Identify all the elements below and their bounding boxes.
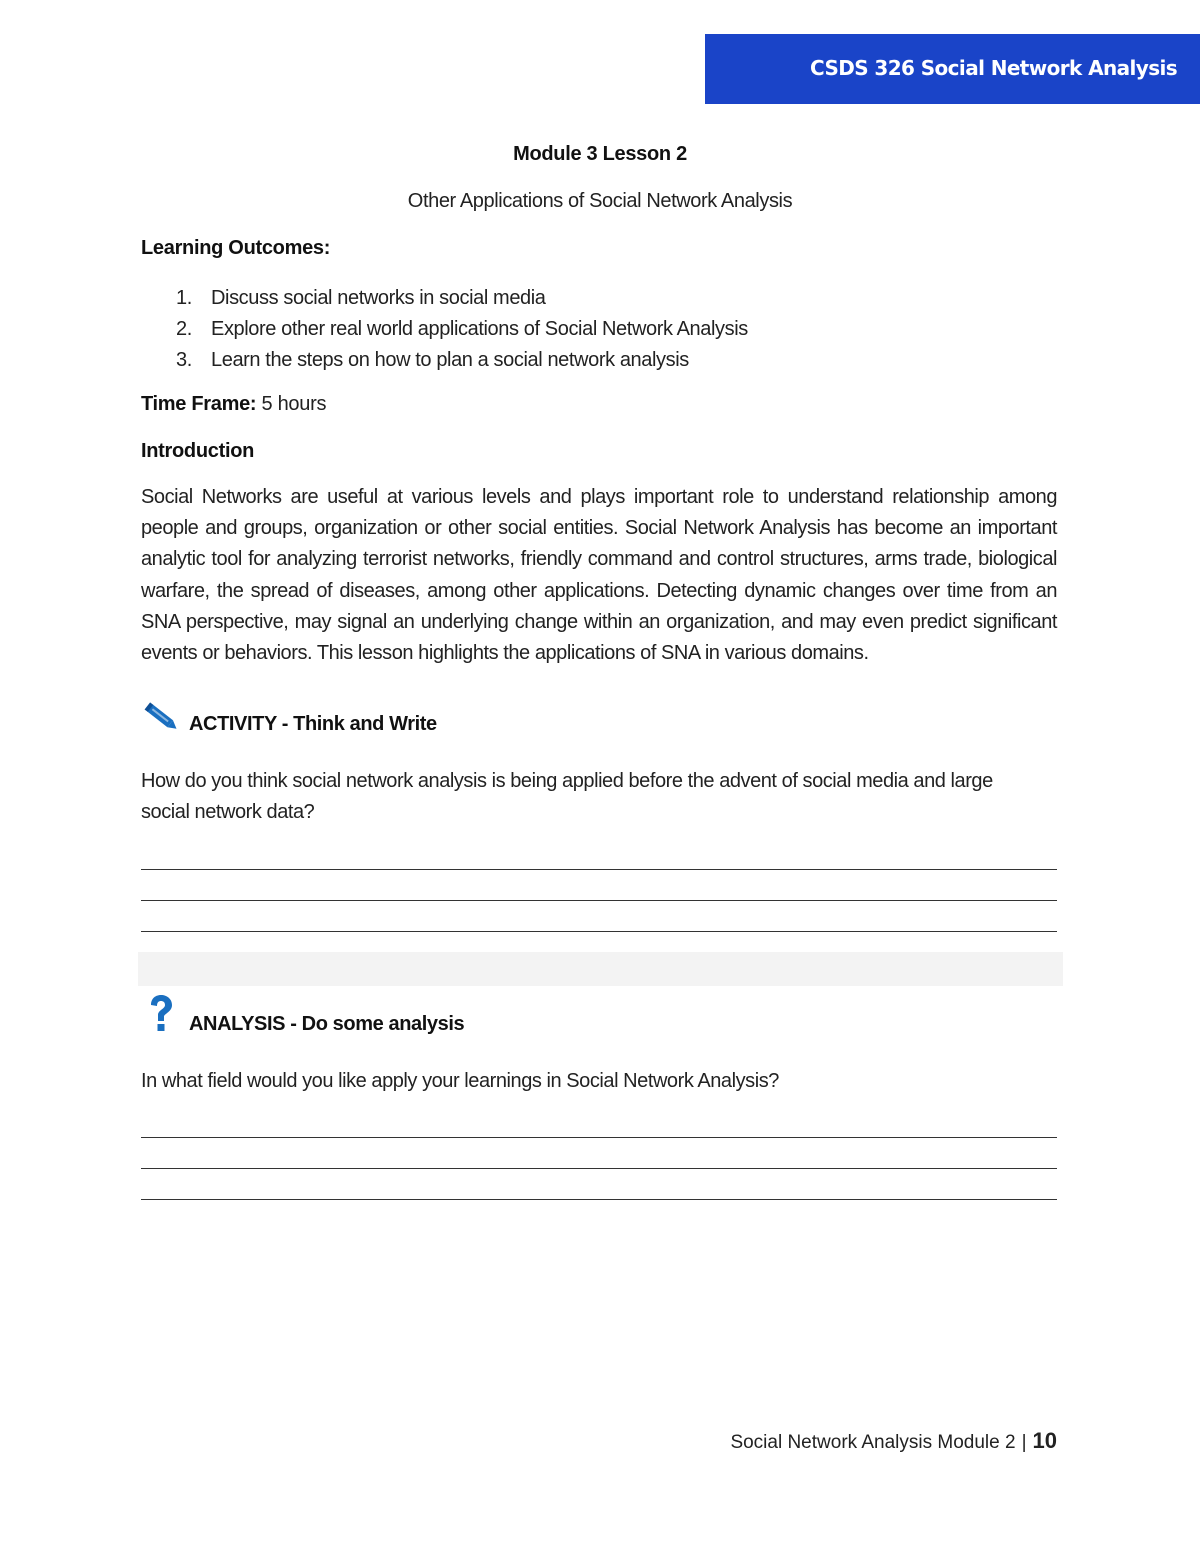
question-mark-icon: [146, 994, 176, 1039]
answer-line[interactable]: [141, 1137, 1057, 1138]
activity-heading: ACTIVITY - Think and Write: [189, 713, 437, 735]
list-item-text: Explore other real world applications of Social Network Analysis: [211, 318, 748, 340]
section-divider: [138, 952, 1063, 986]
page-footer: [730, 1428, 1057, 1454]
list-item-number: 1.: [176, 287, 192, 309]
answer-line[interactable]: [141, 1168, 1057, 1169]
answer-line[interactable]: [141, 931, 1057, 932]
learning-outcomes-heading: Learning Outcomes:: [141, 237, 331, 259]
lesson-subtitle: Other Applications of Social Network Analysis: [407, 190, 793, 212]
analysis-prompt: In what field would you like apply your learnings in Social Network Analysis?: [141, 1070, 779, 1092]
header-banner: [705, 34, 1200, 104]
footer-separator: |: [1021, 1432, 1027, 1453]
course-title: CSDS 326 Social Network Analysis: [810, 56, 1178, 80]
introduction-heading: Introduction: [141, 440, 255, 462]
time-frame-value: 5 hours: [261, 393, 327, 415]
pencil-icon: [143, 701, 181, 740]
page-number: 10: [1032, 1428, 1057, 1453]
list-item-number: 3.: [176, 349, 192, 371]
list-item-text: Learn the steps on how to plan a social network analysis: [211, 349, 689, 371]
activity-prompt: How do you think social network analysis is being applied before the advent of social media and large social network data?: [141, 770, 993, 823]
list-item-text: Discuss social networks in social media: [211, 287, 546, 309]
answer-line[interactable]: [141, 900, 1057, 901]
list-item-number: 2.: [176, 318, 192, 340]
analysis-heading: ANALYSIS - Do some analysis: [189, 1013, 465, 1035]
answer-line[interactable]: [141, 1199, 1057, 1200]
answer-line[interactable]: [141, 869, 1057, 870]
introduction-body: Social Networks are useful at various levels and plays important role to understand relationship among people and groups, organization or other social entities. Social Network Analysis has become an important analytic tool for analyzing terrorist networks, friendly command and control structures, arms trade, biological warfare, the spread of diseases, among other applications. Detecting dynamic changes over time from an SNA perspective, may signal an underlying change within an organization, and may even predict significant events or behaviors. This lesson highlights the applications of SNA in various domains.: [141, 486, 1057, 665]
time-frame: [141, 393, 326, 416]
footer-text: Social Network Analysis Module 2: [730, 1432, 1016, 1453]
time-frame-label: Time Frame:: [141, 393, 257, 415]
lesson-title: Module 3 Lesson 2: [513, 143, 687, 165]
